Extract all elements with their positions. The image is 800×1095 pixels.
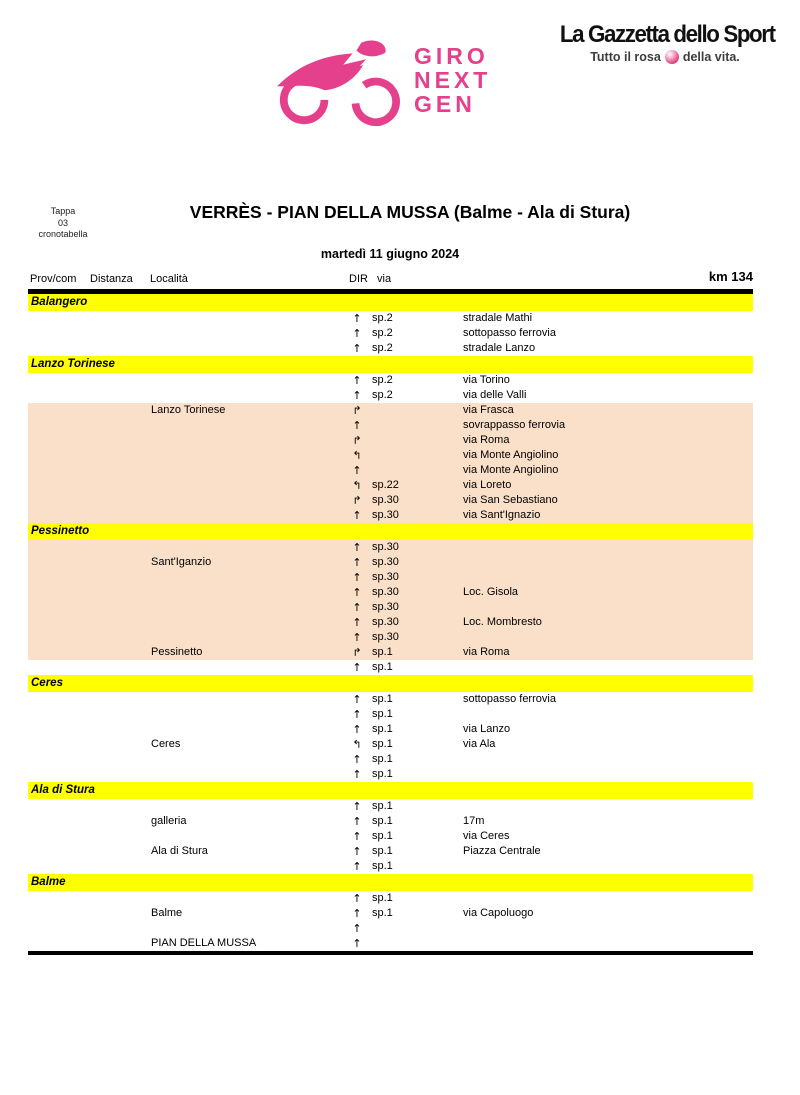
via-cell: sottopasso ferrovia: [463, 693, 556, 705]
route-row: [28, 493, 753, 508]
route-row: [28, 891, 753, 906]
road-cell: sp.30: [372, 541, 399, 553]
road-cell: sp.1: [372, 708, 393, 720]
road-cell: sp.1: [372, 738, 393, 750]
route-row: [28, 814, 753, 829]
route-row: [28, 692, 753, 707]
route-row: [28, 341, 753, 356]
route-row: [28, 463, 753, 478]
direction-arrow-icon: ↑: [352, 708, 362, 721]
route-row: [28, 570, 753, 585]
page-title: VERRÈS - PIAN DELLA MUSSA (Balme - Ala di Stura): [189, 202, 631, 222]
route-row: [28, 660, 753, 675]
direction-arrow-icon: ↑: [352, 892, 362, 905]
via-cell: Loc. Mombresto: [463, 616, 542, 628]
route-row: [28, 373, 753, 388]
direction-arrow-icon: ↑: [352, 389, 362, 402]
direction-arrow-icon: ↱: [352, 404, 362, 417]
direction-arrow-icon: ↑: [352, 723, 362, 736]
via-cell: sottopasso ferrovia: [463, 327, 556, 339]
road-cell: sp.1: [372, 768, 393, 780]
via-cell: via Torino: [463, 374, 510, 386]
via-cell: via Ceres: [463, 830, 510, 842]
section-band: [28, 675, 753, 692]
route-row: [28, 478, 753, 493]
direction-arrow-icon: ↑: [352, 907, 362, 920]
section-label: Pessinetto: [31, 525, 90, 537]
route-row: [28, 722, 753, 737]
tagline-left: Tutto il rosa: [590, 50, 661, 64]
direction-arrow-icon: ↑: [352, 556, 362, 569]
road-cell: sp.2: [372, 327, 393, 339]
route-row: [28, 388, 753, 403]
locality-cell: PIAN DELLA MUSSA: [151, 937, 257, 949]
route-row: [28, 433, 753, 448]
via-cell: via Roma: [463, 434, 510, 446]
locality-cell: Ala di Stura: [151, 845, 208, 857]
road-cell: sp.1: [372, 753, 393, 765]
table-column-headers: [28, 269, 753, 289]
route-row: [28, 630, 753, 645]
section-band: [28, 356, 753, 373]
road-cell: sp.30: [372, 509, 399, 521]
route-rows: [28, 294, 753, 951]
column-dir: DIR: [349, 273, 368, 285]
gazzetta-logo: [552, 22, 778, 64]
route-row: [28, 752, 753, 767]
road-cell: sp.2: [372, 312, 393, 324]
route-row: [28, 615, 753, 630]
direction-arrow-icon: ↑: [352, 571, 362, 584]
route-row: [28, 555, 753, 570]
race-date: martedì 11 giugno 2024: [320, 247, 460, 261]
route-row: [28, 906, 753, 921]
route-row: [28, 737, 753, 752]
direction-arrow-icon: ↑: [352, 922, 362, 935]
wordmark-line-2: NEXT: [414, 67, 492, 93]
via-cell: via Frasca: [463, 404, 514, 416]
gazzetta-tagline: [552, 50, 778, 64]
road-cell: sp.2: [372, 389, 393, 401]
direction-arrow-icon: ↑: [352, 800, 362, 813]
direction-arrow-icon: ↑: [352, 753, 362, 766]
direction-arrow-icon: ↰: [352, 738, 362, 751]
road-cell: sp.22: [372, 479, 399, 491]
via-cell: stradale Lanzo: [463, 342, 536, 354]
route-row: [28, 859, 753, 874]
section-label: Balme: [31, 876, 66, 888]
direction-arrow-icon: ↑: [352, 586, 362, 599]
column-localita: Località: [150, 273, 188, 285]
via-cell: via San Sebastiano: [463, 494, 558, 506]
direction-arrow-icon: ↰: [352, 449, 362, 462]
direction-arrow-icon: ↑: [352, 342, 362, 355]
route-row: [28, 448, 753, 463]
road-cell: sp.30: [372, 601, 399, 613]
via-cell: via Capoluogo: [463, 907, 534, 919]
section-label: Balangero: [31, 296, 88, 308]
tagline-right: della vita.: [682, 50, 740, 64]
route-row: [28, 829, 753, 844]
giro-next-gen-wordmark: [414, 44, 491, 116]
section-band: [28, 782, 753, 799]
via-cell: via Lanzo: [463, 723, 511, 735]
road-cell: sp.30: [372, 586, 399, 598]
direction-arrow-icon: ↑: [352, 312, 362, 325]
direction-arrow-icon: ↱: [352, 646, 362, 659]
total-distance: km 134: [708, 269, 753, 284]
road-cell: sp.1: [372, 845, 393, 857]
wordmark-line-1: GIRO: [414, 43, 489, 69]
via-cell: sovrappasso ferrovia: [463, 419, 566, 431]
locality-cell: Ceres: [151, 738, 181, 750]
direction-arrow-icon: ↑: [352, 937, 362, 950]
road-cell: sp.1: [372, 907, 393, 919]
road-cell: sp.2: [372, 342, 393, 354]
direction-arrow-icon: ↑: [352, 830, 362, 843]
direction-arrow-icon: ↑: [352, 374, 362, 387]
via-cell: via Sant'Ignazio: [463, 509, 541, 521]
road-cell: sp.1: [372, 892, 393, 904]
route-row: [28, 311, 753, 326]
road-cell: sp.1: [372, 723, 393, 735]
via-cell: Piazza Centrale: [463, 845, 541, 857]
direction-arrow-icon: ↑: [352, 815, 362, 828]
locality-cell: galleria: [151, 815, 187, 827]
locality-cell: Lanzo Torinese: [151, 404, 226, 416]
via-cell: via delle Valli: [463, 389, 527, 401]
direction-arrow-icon: ↑: [352, 693, 362, 706]
route-row: [28, 921, 753, 936]
route-row: [28, 508, 753, 523]
cyclist-icon: [264, 36, 412, 128]
direction-arrow-icon: ↱: [352, 434, 362, 447]
via-cell: via Monte Angiolino: [463, 464, 559, 476]
direction-arrow-icon: ↑: [352, 860, 362, 873]
locality-cell: Balme: [151, 907, 183, 919]
direction-arrow-icon: ↑: [352, 661, 362, 674]
stage-doc-type: cronotabella: [38, 229, 88, 239]
road-cell: sp.30: [372, 571, 399, 583]
route-row: [28, 540, 753, 555]
direction-arrow-icon: ↱: [352, 494, 362, 507]
route-table: [28, 289, 753, 955]
section-label: Ala di Stura: [31, 784, 95, 796]
direction-arrow-icon: ↑: [352, 419, 362, 432]
via-cell: via Loreto: [463, 479, 512, 491]
section-band: [28, 294, 753, 311]
route-row: [28, 844, 753, 859]
route-row: [28, 403, 753, 418]
route-row: [28, 799, 753, 814]
route-row: [28, 645, 753, 660]
section-label: Ceres: [31, 677, 63, 689]
direction-arrow-icon: ↑: [352, 845, 362, 858]
route-row: [28, 585, 753, 600]
direction-arrow-icon: ↑: [352, 616, 362, 629]
direction-arrow-icon: ↑: [352, 601, 362, 614]
section-band: [28, 523, 753, 540]
road-cell: sp.1: [372, 693, 393, 705]
column-distanza: Distanza: [90, 273, 133, 285]
direction-arrow-icon: ↑: [352, 541, 362, 554]
direction-arrow-icon: ↑: [352, 509, 362, 522]
via-cell: 17m: [463, 815, 485, 827]
road-cell: sp.1: [372, 646, 393, 658]
direction-arrow-icon: ↑: [352, 631, 362, 644]
direction-arrow-icon: ↑: [352, 327, 362, 340]
locality-cell: Pessinetto: [151, 646, 203, 658]
wordmark-line-3: GEN: [414, 91, 476, 117]
road-cell: sp.1: [372, 860, 393, 872]
route-row: [28, 600, 753, 615]
section-band: [28, 874, 753, 891]
road-cell: sp.30: [372, 631, 399, 643]
via-cell: via Monte Angiolino: [463, 449, 559, 461]
road-cell: sp.1: [372, 815, 393, 827]
road-cell: sp.30: [372, 616, 399, 628]
road-cell: sp.1: [372, 800, 393, 812]
road-cell: sp.1: [372, 830, 393, 842]
route-row: [28, 326, 753, 341]
direction-arrow-icon: ↰: [352, 479, 362, 492]
via-cell: via Ala: [463, 738, 496, 750]
road-cell: sp.2: [372, 374, 393, 386]
pink-ball-icon: [665, 50, 679, 64]
column-provcom: Prov/com: [30, 273, 77, 285]
route-row: [28, 418, 753, 433]
road-cell: sp.30: [372, 494, 399, 506]
via-cell: via Roma: [463, 646, 510, 658]
direction-arrow-icon: ↑: [352, 464, 362, 477]
stage-label: Tappa: [50, 206, 76, 216]
road-cell: sp.1: [372, 661, 393, 673]
via-cell: stradale Mathi: [463, 312, 533, 324]
column-via: via: [377, 273, 392, 285]
stage-number: 03: [57, 217, 68, 228]
road-cell: sp.30: [372, 556, 399, 568]
via-cell: Loc. Gisola: [463, 586, 519, 598]
direction-arrow-icon: ↑: [352, 768, 362, 781]
route-row: [28, 767, 753, 782]
route-row: [28, 707, 753, 722]
locality-cell: Sant'Iganzio: [151, 556, 212, 568]
gazzetta-title: La Gazzetta dello Sport: [559, 21, 775, 48]
section-label: Lanzo Torinese: [31, 358, 115, 370]
route-row: [28, 936, 753, 951]
table-bottom-rule: [28, 951, 753, 955]
